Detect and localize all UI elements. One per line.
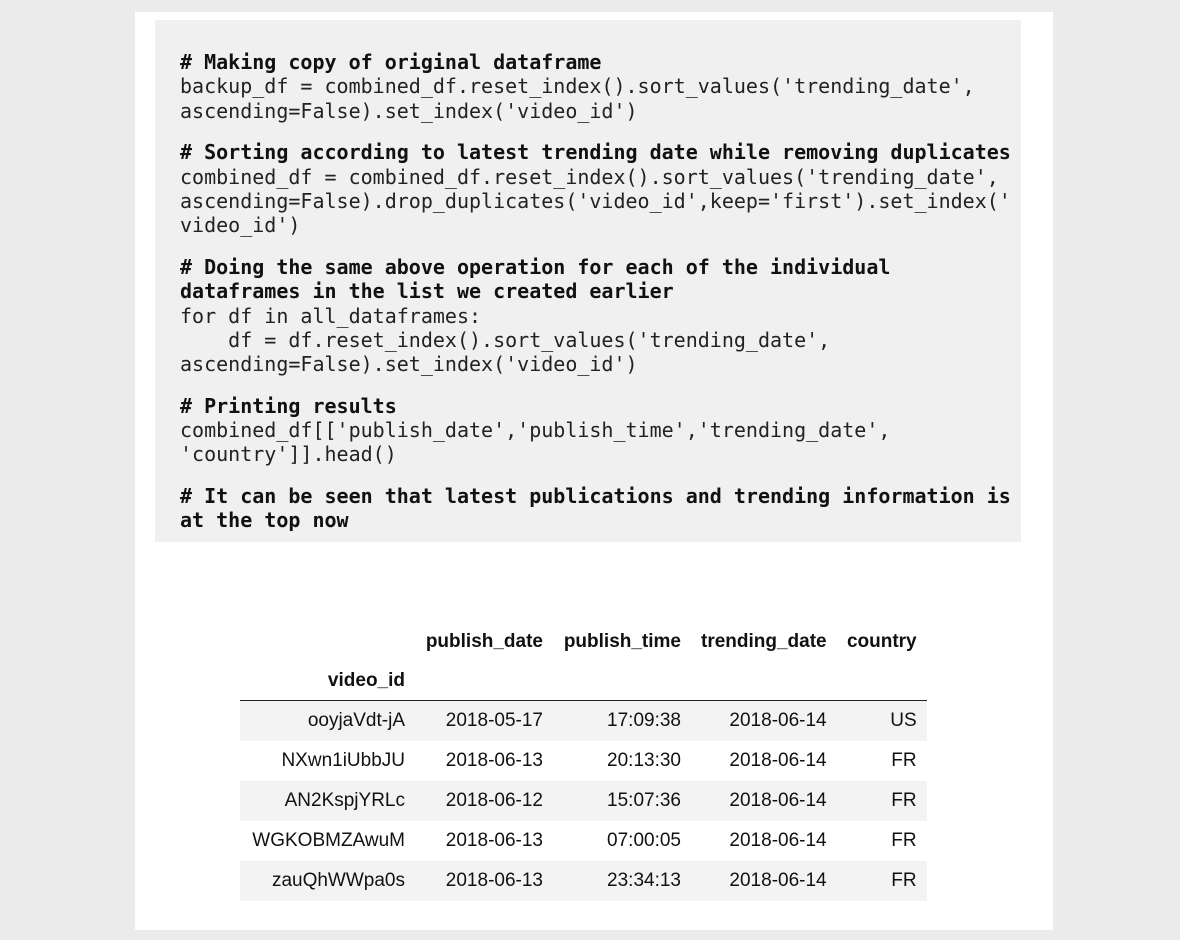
code-comment: # Printing results [180, 393, 397, 418]
table-row [240, 781, 927, 821]
code-line: video_id') [180, 213, 301, 238]
cell-country: FR [891, 870, 917, 891]
code-comment: # It can be seen that latest publications and trending information is [180, 483, 1011, 508]
cell-publish-date: 2018-06-13 [445, 750, 543, 771]
index-row-blank [837, 662, 927, 701]
output-dataframe-table [240, 622, 927, 901]
row-index-video-id: ooyjaVdt-jA [307, 710, 405, 731]
code-line: ascending=False).set_index('video_id') [180, 352, 638, 377]
code-comment: # Sorting according to latest trending date while removing duplicates [180, 140, 1011, 165]
code-block-sorting [180, 140, 1021, 238]
table-row [240, 821, 927, 861]
code-line: 'country']].head() [180, 442, 397, 467]
code-line: combined_df[['publish_date','publish_time','trending_date', [180, 418, 891, 443]
index-header-blank [240, 622, 415, 662]
code-block-loop [180, 255, 1021, 377]
cell-publish-date: 2018-06-13 [445, 870, 543, 891]
cell-publish-date: 2018-05-17 [445, 710, 543, 731]
row-index-video-id: zauQhWWpa0s [271, 870, 405, 891]
cell-trending-date: 2018-06-14 [729, 790, 827, 811]
code-line: ascending=False).drop_duplicates('video_id',keep='first').set_index(' [180, 188, 1011, 213]
row-index-video-id: AN2KspjYRLc [284, 790, 405, 811]
table-row [240, 741, 927, 781]
code-line: ascending=False).set_index('video_id') [180, 98, 638, 123]
cell-publish-date: 2018-06-12 [445, 790, 543, 811]
cell-publish-time: 17:09:38 [607, 710, 681, 731]
row-index-video-id: WGKOBMZAwuM [252, 830, 405, 851]
cell-country: FR [891, 830, 917, 851]
index-row-blank [691, 662, 837, 701]
cell-trending-date: 2018-06-14 [729, 870, 827, 891]
code-comment: at the top now [180, 508, 349, 533]
code-cell[interactable] [155, 20, 1021, 542]
cell-country: FR [891, 790, 917, 811]
cell-country: US [890, 710, 917, 731]
cell-publish-time: 15:07:36 [607, 790, 681, 811]
column-header-trending-date: trending_date [701, 631, 827, 652]
cell-publish-time: 23:34:13 [607, 870, 681, 891]
code-comment: # Doing the same above operation for each of the individual [180, 254, 891, 279]
cell-trending-date: 2018-06-14 [729, 830, 827, 851]
table-row [240, 861, 927, 901]
table-index-name-row [240, 662, 927, 701]
code-comment: dataframes in the list we created earlier [180, 279, 674, 304]
code-line: combined_df = combined_df.reset_index().sort_values('trending_date', [180, 164, 999, 189]
table-row [240, 701, 927, 742]
code-line: for df in all_dataframes: [180, 303, 482, 328]
index-row-blank [415, 662, 553, 701]
code-block-printing [180, 394, 1021, 467]
cell-trending-date: 2018-06-14 [729, 710, 827, 731]
code-comment: # Making copy of original dataframe [180, 50, 602, 74]
cell-trending-date: 2018-06-14 [729, 750, 827, 771]
table-header-row [240, 622, 927, 662]
cell-publish-time: 07:00:05 [607, 830, 681, 851]
column-header-publish-date: publish_date [425, 631, 543, 652]
notebook-page [135, 12, 1053, 930]
index-name-header: video_id [327, 670, 405, 691]
column-header-country: country [846, 631, 917, 652]
row-index-video-id: NXwn1iUbbJU [281, 750, 405, 771]
code-block-note [180, 484, 1021, 533]
cell-publish-date: 2018-06-13 [445, 830, 543, 851]
code-block-backup [180, 50, 1021, 123]
index-row-blank [553, 662, 691, 701]
cell-country: FR [891, 750, 917, 771]
cell-publish-time: 20:13:30 [607, 750, 681, 771]
code-line: df = df.reset_index().sort_values('trending_date', [180, 327, 831, 352]
code-line: backup_df = combined_df.reset_index().sort_values('trending_date', [180, 74, 975, 99]
column-header-publish-time: publish_time [563, 631, 681, 652]
